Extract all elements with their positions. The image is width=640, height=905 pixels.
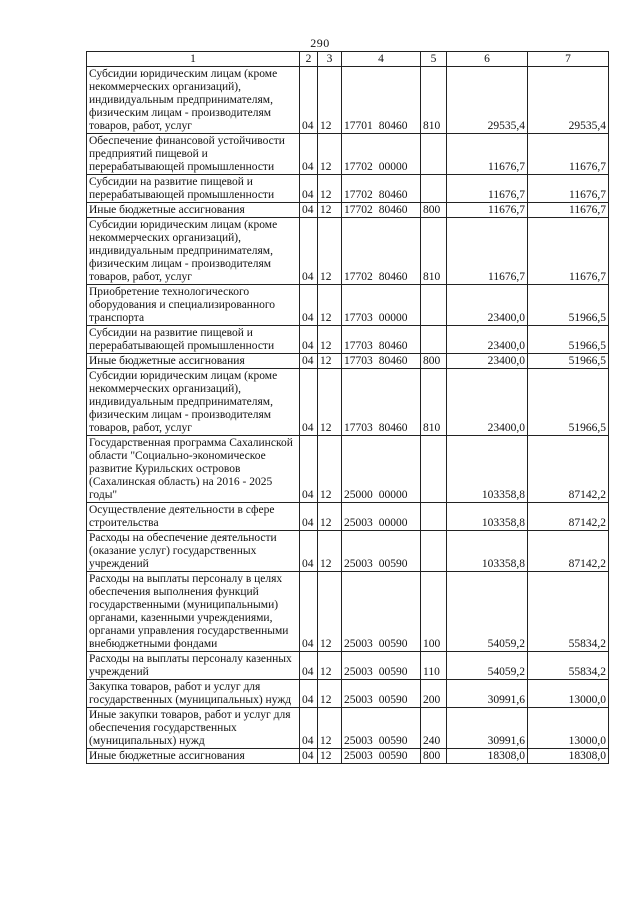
section-code: 04 (300, 572, 318, 652)
target-item-code (342, 218, 421, 285)
page-number: 290 (310, 36, 330, 50)
target-item-code (342, 680, 421, 708)
expense-type-code (421, 175, 447, 203)
column-header: 2 (300, 52, 318, 67)
section-code: 04 (300, 218, 318, 285)
target-item-code-direction: 00000 (378, 517, 408, 529)
subsection-code: 12 (318, 749, 342, 764)
section-code: 04 (300, 354, 318, 369)
amount-year-2: 11676,7 (528, 134, 609, 175)
expense-type-code: 800 (421, 749, 447, 764)
subsection-code: 12 (318, 503, 342, 531)
target-item-code (342, 503, 421, 531)
expense-type-code: 810 (421, 369, 447, 436)
amount-year-2: 13000,0 (528, 708, 609, 749)
section-code: 04 (300, 652, 318, 680)
target-item-code-program: 17702 (344, 204, 373, 216)
section-code: 04 (300, 436, 318, 503)
column-header: 6 (447, 52, 528, 67)
target-item-code-program: 25003 (344, 517, 373, 529)
target-item-code-program: 17703 (344, 340, 373, 352)
target-item-code-direction: 80460 (378, 422, 408, 434)
amount-year-2: 29535,4 (528, 67, 609, 134)
row-name: Субсидии на развитие пищевой и перерабатывающей промышленности (87, 326, 300, 354)
table-row (87, 218, 609, 285)
expense-type-code: 200 (421, 680, 447, 708)
target-item-code-program: 25003 (344, 735, 373, 747)
amount-year-2: 55834,2 (528, 572, 609, 652)
target-item-code-program: 25003 (344, 694, 373, 706)
target-item-code-direction: 00000 (378, 312, 408, 324)
section-code: 04 (300, 203, 318, 218)
target-item-code-direction: 80460 (378, 355, 408, 367)
target-item-code-direction: 00590 (378, 694, 408, 706)
amount-year-2: 87142,2 (528, 531, 609, 572)
target-item-code (342, 369, 421, 436)
target-item-code-direction: 00590 (378, 638, 408, 650)
table-row (87, 369, 609, 436)
section-code: 04 (300, 175, 318, 203)
amount-year-2: 87142,2 (528, 503, 609, 531)
subsection-code: 12 (318, 326, 342, 354)
amount-year-1: 23400,0 (447, 326, 528, 354)
table-row (87, 67, 609, 134)
table-row (87, 326, 609, 354)
amount-year-1: 23400,0 (447, 285, 528, 326)
section-code: 04 (300, 531, 318, 572)
target-item-code-program: 17702 (344, 161, 373, 173)
amount-year-1: 11676,7 (447, 175, 528, 203)
amount-year-1: 30991,6 (447, 708, 528, 749)
table-row (87, 749, 609, 764)
amount-year-1: 11676,7 (447, 134, 528, 175)
expense-type-code: 100 (421, 572, 447, 652)
subsection-code: 12 (318, 175, 342, 203)
amount-year-2: 51966,5 (528, 369, 609, 436)
expense-type-code (421, 285, 447, 326)
row-name: Расходы на выплаты персоналу в целях обеспечения выполнения функций государственными (муниципальными) органами, казенными учреждениями, органами управления государственными внебюджетными фондами (87, 572, 300, 652)
amount-year-2: 87142,2 (528, 436, 609, 503)
expense-type-code: 810 (421, 67, 447, 134)
section-code: 04 (300, 749, 318, 764)
table-row (87, 652, 609, 680)
amount-year-2: 13000,0 (528, 680, 609, 708)
target-item-code-direction: 00000 (378, 489, 408, 501)
target-item-code-direction: 80460 (378, 189, 408, 201)
amount-year-1: 29535,4 (447, 67, 528, 134)
section-code: 04 (300, 369, 318, 436)
expense-type-code (421, 436, 447, 503)
subsection-code: 12 (318, 67, 342, 134)
section-code: 04 (300, 326, 318, 354)
target-item-code (342, 531, 421, 572)
table-row (87, 354, 609, 369)
section-code: 04 (300, 285, 318, 326)
expense-type-code: 240 (421, 708, 447, 749)
amount-year-1: 54059,2 (447, 572, 528, 652)
amount-year-2: 11676,7 (528, 175, 609, 203)
subsection-code: 12 (318, 708, 342, 749)
row-name: Расходы на обеспечение деятельности (оказание услуг) государственных учреждений (87, 531, 300, 572)
row-name: Расходы на выплаты персоналу казенных учреждений (87, 652, 300, 680)
amount-year-2: 11676,7 (528, 218, 609, 285)
expense-type-code: 800 (421, 203, 447, 218)
amount-year-1: 11676,7 (447, 203, 528, 218)
amount-year-1: 11676,7 (447, 218, 528, 285)
target-item-code-program: 17703 (344, 355, 373, 367)
row-name: Субсидии юридическим лицам (кроме некоммерческих организаций), индивидуальным предпринимателям, физическим лицам - производителям товаров, работ, услуг (87, 369, 300, 436)
target-item-code-direction: 00590 (378, 558, 408, 570)
row-name: Иные бюджетные ассигнования (87, 354, 300, 369)
target-item-code-direction: 80460 (378, 204, 408, 216)
target-item-code (342, 354, 421, 369)
table-row (87, 572, 609, 652)
row-name: Иные бюджетные ассигнования (87, 749, 300, 764)
row-name: Осуществление деятельности в сфере строительства (87, 503, 300, 531)
expense-type-code: 800 (421, 354, 447, 369)
target-item-code (342, 203, 421, 218)
amount-year-2: 18308,0 (528, 749, 609, 764)
amount-year-2: 11676,7 (528, 203, 609, 218)
amount-year-1: 103358,8 (447, 436, 528, 503)
column-header: 1 (87, 52, 300, 67)
table-row (87, 436, 609, 503)
subsection-code: 12 (318, 218, 342, 285)
target-item-code-direction: 80460 (378, 271, 408, 283)
target-item-code-program: 25003 (344, 558, 373, 570)
target-item-code-direction: 00000 (378, 161, 408, 173)
subsection-code: 12 (318, 572, 342, 652)
row-name: Субсидии юридическим лицам (кроме некоммерческих организаций), индивидуальным предпринимателям, физическим лицам - производителям товаров, работ, услуг (87, 67, 300, 134)
row-name: Субсидии на развитие пищевой и перерабатывающей промышленности (87, 175, 300, 203)
amount-year-1: 18308,0 (447, 749, 528, 764)
expense-type-code (421, 503, 447, 531)
target-item-code (342, 175, 421, 203)
amount-year-1: 103358,8 (447, 531, 528, 572)
amount-year-2: 51966,5 (528, 285, 609, 326)
budget-table (86, 51, 609, 764)
target-item-code-program: 17703 (344, 312, 373, 324)
row-name: Иные закупки товаров, работ и услуг для обеспечения государственных (муниципальных) нужд (87, 708, 300, 749)
subsection-code: 12 (318, 680, 342, 708)
expense-type-code: 810 (421, 218, 447, 285)
amount-year-2: 51966,5 (528, 354, 609, 369)
subsection-code: 12 (318, 652, 342, 680)
row-name: Государственная программа Сахалинской области "Социально-экономическое развитие Курильских островов (Сахалинская область) на 2016 - 2025 годы" (87, 436, 300, 503)
target-item-code (342, 652, 421, 680)
target-item-code (342, 708, 421, 749)
section-code: 04 (300, 67, 318, 134)
target-item-code-direction: 80460 (378, 340, 408, 352)
section-code: 04 (300, 708, 318, 749)
target-item-code (342, 572, 421, 652)
section-code: 04 (300, 680, 318, 708)
row-name: Иные бюджетные ассигнования (87, 203, 300, 218)
expense-type-code (421, 531, 447, 572)
table-row (87, 531, 609, 572)
subsection-code: 12 (318, 285, 342, 326)
target-item-code (342, 749, 421, 764)
amount-year-1: 54059,2 (447, 652, 528, 680)
target-item-code (342, 326, 421, 354)
section-code: 04 (300, 134, 318, 175)
amount-year-1: 103358,8 (447, 503, 528, 531)
target-item-code-direction: 80460 (378, 120, 408, 132)
target-item-code (342, 285, 421, 326)
table-row (87, 203, 609, 218)
table-body (87, 67, 609, 764)
target-item-code-program: 25003 (344, 750, 373, 762)
table-row (87, 708, 609, 749)
amount-year-1: 30991,6 (447, 680, 528, 708)
subsection-code: 12 (318, 203, 342, 218)
section-code: 04 (300, 503, 318, 531)
row-name: Обеспечение финансовой устойчивости предприятий пищевой и перерабатывающей промышленности (87, 134, 300, 175)
target-item-code (342, 134, 421, 175)
target-item-code-direction: 00590 (378, 666, 408, 678)
column-header: 5 (421, 52, 447, 67)
target-item-code-program: 25000 (344, 489, 373, 501)
target-item-code-direction: 00590 (378, 750, 408, 762)
column-header: 3 (318, 52, 342, 67)
subsection-code: 12 (318, 436, 342, 503)
expense-type-code: 110 (421, 652, 447, 680)
table-row (87, 503, 609, 531)
target-item-code-program: 25003 (344, 638, 373, 650)
column-header: 4 (342, 52, 421, 67)
table-row (87, 285, 609, 326)
amount-year-1: 23400,0 (447, 354, 528, 369)
table-row (87, 680, 609, 708)
amount-year-1: 23400,0 (447, 369, 528, 436)
expense-type-code (421, 326, 447, 354)
target-item-code-direction: 00590 (378, 735, 408, 747)
target-item-code-program: 17703 (344, 422, 373, 434)
header-row (87, 52, 609, 67)
amount-year-2: 51966,5 (528, 326, 609, 354)
expense-type-code (421, 134, 447, 175)
subsection-code: 12 (318, 531, 342, 572)
subsection-code: 12 (318, 134, 342, 175)
table-row (87, 134, 609, 175)
target-item-code-program: 17701 (344, 120, 373, 132)
subsection-code: 12 (318, 369, 342, 436)
column-header: 7 (528, 52, 609, 67)
amount-year-2: 55834,2 (528, 652, 609, 680)
subsection-code: 12 (318, 354, 342, 369)
row-name: Закупка товаров, работ и услуг для государственных (муниципальных) нужд (87, 680, 300, 708)
row-name: Субсидии юридическим лицам (кроме некоммерческих организаций), индивидуальным предпринимателям, физическим лицам - производителям товаров, работ, услуг (87, 218, 300, 285)
target-item-code-program: 25003 (344, 666, 373, 678)
target-item-code (342, 67, 421, 134)
target-item-code-program: 17702 (344, 271, 373, 283)
row-name: Приобретение технологического оборудования и специализированного транспорта (87, 285, 300, 326)
target-item-code-program: 17702 (344, 189, 373, 201)
table-row (87, 175, 609, 203)
target-item-code (342, 436, 421, 503)
